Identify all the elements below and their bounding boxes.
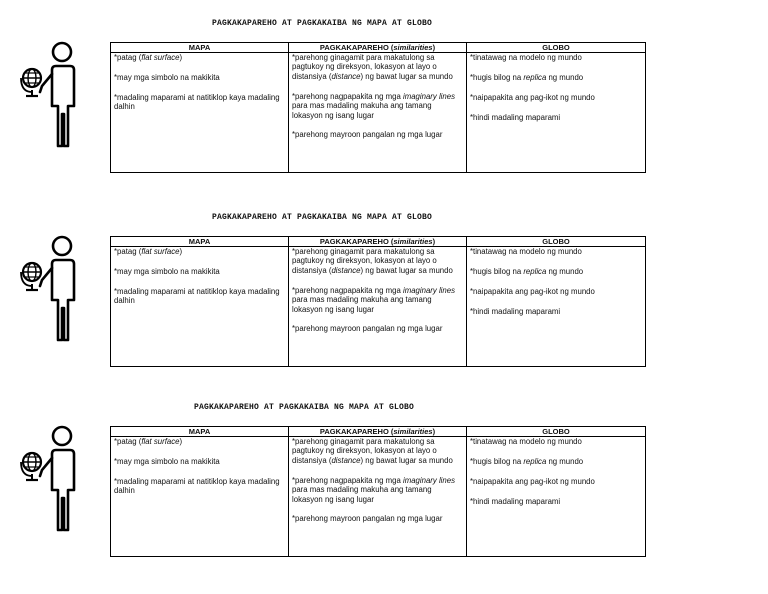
pagkakapareho-item: *parehong nagpapakita ng mga imaginary lines para mas madaling makuha ang tamang lokasyon ng isang lugar [292, 475, 455, 504]
pagkakapareho-item: *parehong ginagamit para makatulong sa pagtukoy ng direksyon, lokasyon at layo o distansiya (distance) ng bawat lugar sa mundo [292, 247, 453, 275]
pagkakapareho-item: *parehong mayroon pangalan ng mga lugar [292, 514, 443, 524]
pagkakapareho-item: *parehong mayroon pangalan ng mga lugar [292, 130, 443, 140]
pagkakapareho-item: *parehong nagpapakita ng mga imaginary lines para mas madaling makuha ang tamang lokasyon ng isang lugar [292, 285, 455, 314]
cell-globo [467, 53, 646, 173]
mapa-item: *patag (flat surface) [114, 247, 183, 256]
mapa-item: *madaling maparami at natitiklop kaya madaling dalhin [114, 286, 280, 306]
pagkakapareho-item: *parehong ginagamit para makatulong sa pagtukoy ng direksyon, lokasyon at layo o distansiya (distance) ng bawat lugar sa mundo [292, 53, 453, 81]
header-pagkakapareho: PAGKAKAPAREHO (similarities) [289, 427, 467, 437]
header-mapa: MAPA [111, 237, 289, 247]
worksheet-title: PAGKAKAPAREHO AT PAGKAKAIBA NG MAPA AT GLOBO [194, 403, 415, 412]
worksheet-title: PAGKAKAPAREHO AT PAGKAKAIBA NG MAPA AT GLOBO [212, 213, 433, 222]
mapa-item: *patag (flat surface) [114, 53, 183, 62]
header-pagkakapareho: PAGKAKAPAREHO (similarities) [289, 43, 467, 53]
person-globe-icon [18, 40, 78, 152]
person-globe-icon [18, 234, 78, 346]
cell-mapa [111, 247, 289, 367]
globo-item: *hugis bilog na replica ng mundo [470, 266, 584, 276]
mapa-item: *may mga simbolo na makikita [114, 456, 220, 466]
comparison-table [110, 236, 646, 367]
worksheet-block-3 [0, 398, 768, 568]
pagkakapareho-item: *parehong ginagamit para makatulong sa pagtukoy ng direksyon, lokasyon at layo o distansiya (distance) ng bawat lugar sa mundo [292, 437, 453, 465]
cell-pagkakapareho [289, 437, 467, 557]
header-globo: GLOBO [467, 237, 646, 247]
header-globo: GLOBO [467, 43, 646, 53]
header-globo: GLOBO [467, 427, 646, 437]
globo-item: *hindi madaling maparami [470, 112, 561, 122]
mapa-item: *may mga simbolo na makikita [114, 266, 220, 276]
cell-pagkakapareho [289, 247, 467, 367]
person-globe-icon [18, 424, 78, 536]
globo-item: *naipapakita ang pag-ikot ng mundo [470, 286, 595, 296]
mapa-item: *patag (flat surface) [114, 437, 183, 446]
cell-mapa [111, 53, 289, 173]
pagkakapareho-item: *parehong mayroon pangalan ng mga lugar [292, 324, 443, 334]
comparison-table [110, 426, 646, 557]
mapa-item: *madaling maparami at natitiklop kaya madaling dalhin [114, 92, 280, 112]
globo-item: *naipapakita ang pag-ikot ng mundo [470, 92, 595, 102]
header-mapa: MAPA [111, 43, 289, 53]
globo-item: *hindi madaling maparami [470, 496, 561, 506]
globo-item: *naipapakita ang pag-ikot ng mundo [470, 476, 595, 486]
globo-item: *hugis bilog na replica ng mundo [470, 456, 584, 466]
cell-pagkakapareho [289, 53, 467, 173]
mapa-item: *may mga simbolo na makikita [114, 72, 220, 82]
header-mapa: MAPA [111, 427, 289, 437]
worksheet-block-2 [0, 208, 768, 378]
globo-item: *hugis bilog na replica ng mundo [470, 72, 584, 82]
worksheet-block-1 [0, 14, 768, 184]
mapa-item: *madaling maparami at natitiklop kaya madaling dalhin [114, 476, 280, 496]
globo-item: *tinatawag na modelo ng mundo [470, 437, 582, 446]
pagkakapareho-item: *parehong nagpapakita ng mga imaginary lines para mas madaling makuha ang tamang lokasyon ng isang lugar [292, 91, 455, 120]
cell-mapa [111, 437, 289, 557]
worksheet-title: PAGKAKAPAREHO AT PAGKAKAIBA NG MAPA AT GLOBO [212, 19, 433, 28]
cell-globo [467, 247, 646, 367]
header-pagkakapareho: PAGKAKAPAREHO (similarities) [289, 237, 467, 247]
globo-item: *tinatawag na modelo ng mundo [470, 247, 582, 256]
comparison-table [110, 42, 646, 173]
globo-item: *hindi madaling maparami [470, 306, 561, 316]
globo-item: *tinatawag na modelo ng mundo [470, 53, 582, 62]
cell-globo [467, 437, 646, 557]
